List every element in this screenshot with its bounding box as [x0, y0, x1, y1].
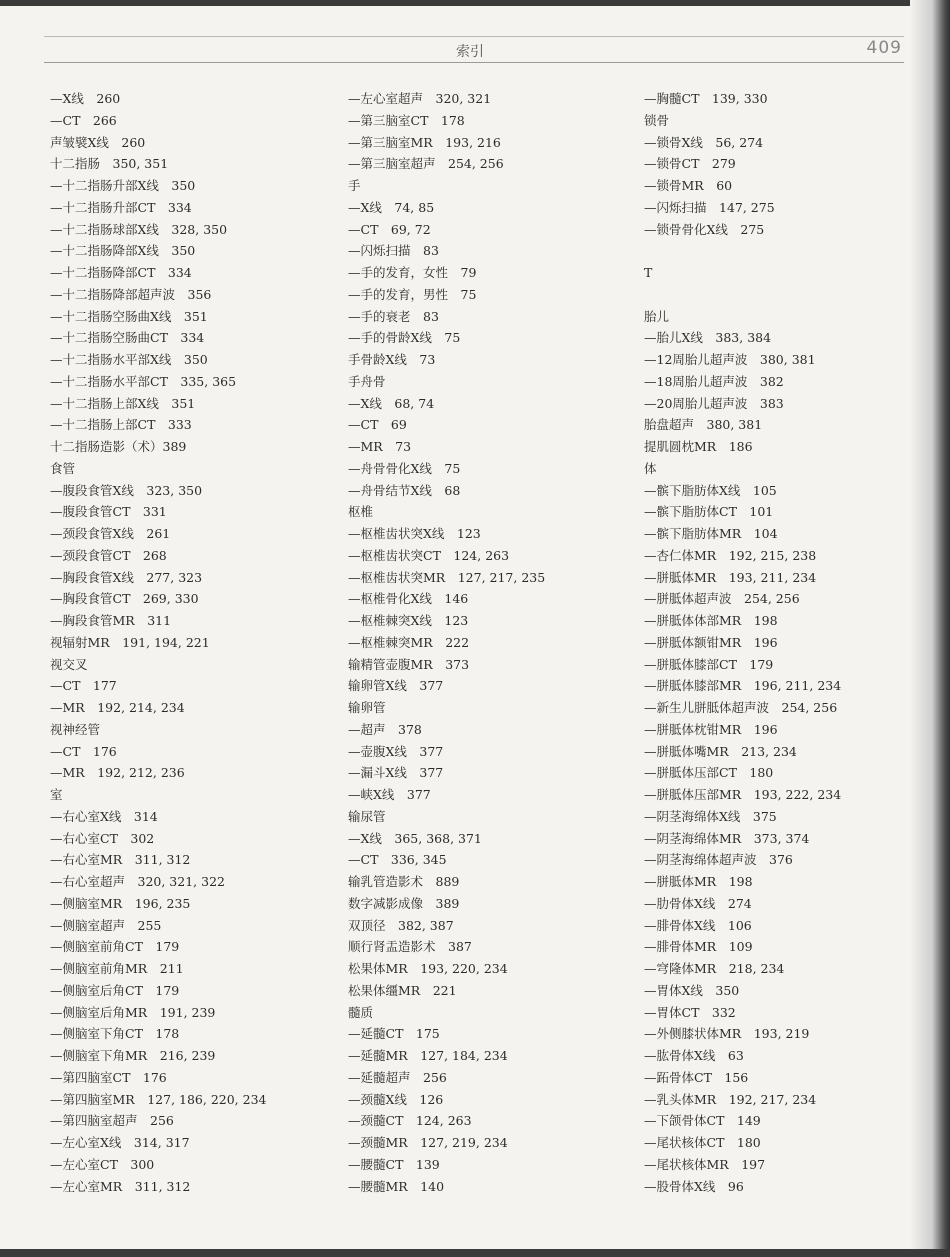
- index-entry: —十二指肠空肠曲X线 351: [50, 308, 208, 324]
- index-entry: —延髓MR 127, 184, 234: [348, 1048, 508, 1063]
- index-entry: —侧脑室后角MR 191, 239: [50, 1004, 216, 1020]
- index-entry: —X线 68, 74: [348, 395, 435, 411]
- index-entry: —手的衰老 83: [348, 308, 439, 324]
- index-entry: 视神经管: [50, 721, 101, 737]
- index-entry: —胼胝体嘴MR 213, 234: [644, 743, 797, 759]
- index-entry: 松果体MR 193, 220, 234: [348, 961, 508, 976]
- index-entry: —新生儿胼胝体超声波 254, 256: [644, 700, 838, 715]
- scan-bottom-edge: [0, 1249, 950, 1257]
- index-entry: 手舟骨: [348, 373, 386, 389]
- index-entry: —胸段食管CT 269, 330: [50, 591, 199, 607]
- index-entry: —十二指肠上部X线 351: [50, 395, 196, 411]
- index-entry: —腓骨体X线 106: [644, 917, 752, 933]
- index-entry: —胸段食管X线 277, 323: [50, 569, 203, 585]
- index-entry: —杏仁体MR 192, 215, 238: [644, 547, 817, 563]
- index-entry: —壶腹X线 377: [348, 743, 444, 759]
- index-entry: —侧脑室超声 255: [50, 917, 162, 933]
- index-entry: —MR 73: [348, 439, 412, 454]
- index-entry: —闪烁扫描 83: [348, 243, 439, 259]
- index-entry: —十二指肠水平部X线 350: [50, 352, 208, 367]
- index-entry: —腰髓CT 139: [348, 1156, 440, 1172]
- index-entry: —胼胝体MR 193, 211, 234: [644, 569, 817, 585]
- index-entry: —右心室CT 302: [50, 830, 155, 846]
- index-entry: —胼胝体压部MR 193, 222, 234: [644, 787, 842, 802]
- index-entry: —MR 192, 214, 234: [50, 700, 185, 715]
- index-entry: —胼胝体膝部MR 196, 211, 234: [644, 678, 842, 694]
- index-entry: —十二指肠降部超声波 356: [50, 286, 212, 302]
- index-entry: 髓质: [348, 1004, 374, 1020]
- index-entry: —胼胝体压部CT 180: [644, 765, 774, 781]
- index-entry: —胼胝体额钳MR 196: [644, 634, 778, 650]
- index-entry: —延髓超声 256: [348, 1069, 447, 1085]
- index-entry: —胃体X线 350: [644, 982, 740, 998]
- index-column-1: [50, 88, 267, 1197]
- index-entry: —闪烁扫描 147, 275: [644, 199, 775, 215]
- index-entry: —肱骨体X线 63: [644, 1048, 744, 1063]
- index-entry: —CT 177: [50, 678, 117, 694]
- index-entry: —CT 176: [50, 743, 117, 759]
- index-entry: 室: [50, 787, 63, 802]
- index-entry: —左心室CT 300: [50, 1156, 155, 1172]
- index-entry: 食管: [50, 460, 76, 476]
- index-entry: 手: [348, 178, 361, 193]
- index-entry: —腹段食管X线 323, 350: [50, 482, 203, 498]
- index-entry: —胼胝体MR 198: [644, 874, 753, 889]
- index-entry: —手的发育，女性 79: [348, 265, 477, 280]
- index-entry: —第四脑室超声 256: [50, 1113, 174, 1129]
- index-entry: 体: [644, 460, 657, 476]
- index-column-3: [644, 88, 841, 1197]
- index-entry: —CT 266: [50, 112, 117, 128]
- index-entry: —颈髓CT 124, 263: [348, 1113, 472, 1129]
- index-entry: 输卵管X线 377: [348, 678, 444, 694]
- index-entry: —十二指肠升部CT 334: [50, 199, 192, 215]
- index-entry: 提肌圆枕MR 186: [644, 439, 753, 454]
- index-entry: —阴茎海绵体X线 375: [644, 808, 777, 824]
- index-entry: —X线 365, 368, 371: [348, 830, 482, 846]
- index-entry: —胼胝体膝部CT 179: [644, 656, 774, 672]
- index-entry: —十二指肠空肠曲CT 334: [50, 330, 205, 346]
- header-rule-bottom: [44, 62, 904, 63]
- header-rule-top: [44, 36, 904, 37]
- index-entry: —十二指肠水平部CT 335, 365: [50, 373, 237, 389]
- index-entry: —髌下脂肪体X线 105: [644, 482, 777, 498]
- index-entry: —十二指肠球部X线 328, 350: [50, 221, 228, 237]
- index-entry: —腓骨体MR 109: [644, 939, 753, 955]
- index-entry: —尾状核体CT 180: [644, 1135, 761, 1150]
- index-entry: [644, 240, 841, 262]
- index-entry: 输尿管: [348, 808, 386, 824]
- index-entry: —腹段食管CT 331: [50, 504, 167, 520]
- index-entry: —跖骨体CT 156: [644, 1069, 749, 1085]
- index-entry: —十二指肠升部X线 350: [50, 178, 196, 193]
- index-entry: 锁骨: [644, 112, 670, 128]
- page-number: 409: [866, 38, 902, 58]
- index-entry: —20周胎儿超声波 383: [644, 395, 784, 411]
- index-entry: 视交叉: [50, 656, 88, 672]
- index-entry: —十二指肠降部CT 334: [50, 265, 192, 280]
- index-entry: —手的骨龄X线 75: [348, 330, 461, 346]
- index-entry: —阴茎海绵体MR 373, 374: [644, 830, 810, 846]
- running-header-title: 索引: [456, 44, 484, 60]
- index-entry: —胎儿X线 383, 384: [644, 330, 772, 346]
- index-entry: —CT 336, 345: [348, 852, 447, 868]
- index-entry: —18周胎儿超声波 382: [644, 373, 784, 389]
- index-entry: 枢椎: [348, 504, 374, 520]
- index-entry: —枢椎棘突X线 123: [348, 613, 469, 628]
- index-entry: —下颌骨体CT 149: [644, 1113, 761, 1129]
- index-entry: —胃体CT 332: [644, 1004, 736, 1020]
- index-entry: —肋骨体X线 274: [644, 895, 752, 911]
- index-entry: —12周胎儿超声波 380, 381: [644, 352, 816, 367]
- index-entry: —第三脑室超声 254, 256: [348, 156, 504, 172]
- index-entry: 双顶径 382, 387: [348, 917, 454, 933]
- index-entry: [644, 284, 841, 306]
- index-entry: —胸段食管MR 311: [50, 613, 172, 628]
- index-entry: —锁骨CT 279: [644, 156, 736, 172]
- index-entry: —颈髓X线 126: [348, 1091, 444, 1107]
- index-entry: —侧脑室下角CT 178: [50, 1026, 180, 1042]
- index-entry: —左心室X线 314, 317: [50, 1135, 190, 1150]
- index-entry: 手骨龄X线 73: [348, 352, 436, 367]
- index-entry: —颈段食管CT 268: [50, 547, 167, 563]
- index-entry: —髌下脂肪体CT 101: [644, 504, 774, 520]
- index-entry: —锁骨X线 56, 274: [644, 134, 764, 150]
- index-entry: —X线 260: [50, 91, 121, 106]
- index-entry: —股骨体X线 96: [644, 1178, 744, 1194]
- index-entry: —枢椎齿状突X线 123: [348, 526, 481, 541]
- index-entry: —侧脑室MR 196, 235: [50, 895, 191, 911]
- index-entry: —侧脑室后角CT 179: [50, 982, 180, 998]
- index-entry: —胼胝体枕钳MR 196: [644, 721, 778, 737]
- index-entry: —颈髓MR 127, 219, 234: [348, 1135, 508, 1150]
- index-entry: —十二指肠上部CT 333: [50, 417, 192, 433]
- index-entry: —锁骨骨化X线 275: [644, 221, 765, 237]
- index-entry: —侧脑室下角MR 216, 239: [50, 1048, 216, 1063]
- index-entry: —枢椎齿状突CT 124, 263: [348, 547, 510, 563]
- index-entry: —第三脑室MR 193, 216: [348, 134, 501, 150]
- index-entry: —颈段食管X线 261: [50, 526, 171, 541]
- index-entry: —峡X线 377: [348, 787, 431, 802]
- index-entry: —第四脑室CT 176: [50, 1069, 167, 1085]
- index-entry: —枢椎棘突MR 222: [348, 634, 470, 650]
- index-entry: —枢椎骨化X线 146: [348, 591, 469, 607]
- scan-top-edge: [0, 0, 950, 6]
- index-entry: —右心室MR 311, 312: [50, 852, 191, 868]
- index-entry: —尾状核体MR 197: [644, 1156, 766, 1172]
- index-entry: 松果体缰MR 221: [348, 982, 457, 998]
- index-entry: 十二指肠造影（术）389: [50, 439, 187, 454]
- index-entry: —舟骨结节X线 68: [348, 482, 461, 498]
- index-entry: 胎盘超声 380, 381: [644, 417, 763, 433]
- index-entry: —外侧膝状体MR 193, 219: [644, 1026, 810, 1042]
- index-entry: —腰髓MR 140: [348, 1178, 445, 1194]
- index-entry: —右心室超声 320, 321, 322: [50, 874, 225, 889]
- index-entry: 声皱襞X线 260: [50, 134, 146, 150]
- index-entry: T: [644, 265, 653, 280]
- index-entry: 输卵管: [348, 700, 386, 715]
- index-entry: —侧脑室前角MR 211: [50, 961, 184, 976]
- index-entry: —第三脑室CT 178: [348, 112, 465, 128]
- index-entry: —胼胝体体部MR 198: [644, 613, 778, 628]
- index-entry: —超声 378: [348, 721, 422, 737]
- index-entry: —X线 74, 85: [348, 199, 435, 215]
- index-entry: —左心室MR 311, 312: [50, 1178, 191, 1194]
- index-entry: —延髓CT 175: [348, 1026, 440, 1042]
- index-entry: 胎儿: [644, 308, 670, 324]
- index-entry: —舟骨骨化X线 75: [348, 460, 461, 476]
- index-entry: —穹隆体MR 218, 234: [644, 961, 785, 976]
- index-entry: —第四脑室MR 127, 186, 220, 234: [50, 1091, 267, 1107]
- index-entry: —乳头体MR 192, 217, 234: [644, 1091, 817, 1107]
- index-entry: —枢椎齿状突MR 127, 217, 235: [348, 569, 546, 585]
- index-entry: —侧脑室前角CT 179: [50, 939, 180, 955]
- index-entry: 顺行肾盂造影术 387: [348, 939, 472, 955]
- index-entry: —锁骨MR 60: [644, 178, 733, 193]
- index-entry: —右心室X线 314: [50, 808, 158, 824]
- index-entry: 数字减影成像 389: [348, 895, 460, 911]
- index-entry: —漏斗X线 377: [348, 765, 444, 781]
- index-entry: 输精管壶腹MR 373: [348, 656, 470, 672]
- index-entry: 十二指肠 350, 351: [50, 156, 169, 172]
- index-entry: —十二指肠降部X线 350: [50, 243, 196, 259]
- index-entry: —髌下脂肪体MR 104: [644, 526, 778, 541]
- index-entry: —胸髓CT 139, 330: [644, 91, 768, 106]
- index-entry: —胼胝体超声波 254, 256: [644, 591, 800, 607]
- scan-right-edge: [910, 0, 950, 1257]
- index-entry: —手的发育，男性 75: [348, 286, 477, 302]
- index-entry: —阴茎海绵体超声波 376: [644, 852, 793, 868]
- index-entry: —MR 192, 212, 236: [50, 765, 185, 781]
- index-entry: —左心室超声 320, 321: [348, 91, 492, 106]
- index-entry: —CT 69, 72: [348, 221, 431, 237]
- index-entry: —CT 69: [348, 417, 407, 433]
- index-column-2: [348, 88, 545, 1197]
- index-entry: 输乳管造影术 889: [348, 874, 460, 889]
- index-entry: 视辐射MR 191, 194, 221: [50, 634, 210, 650]
